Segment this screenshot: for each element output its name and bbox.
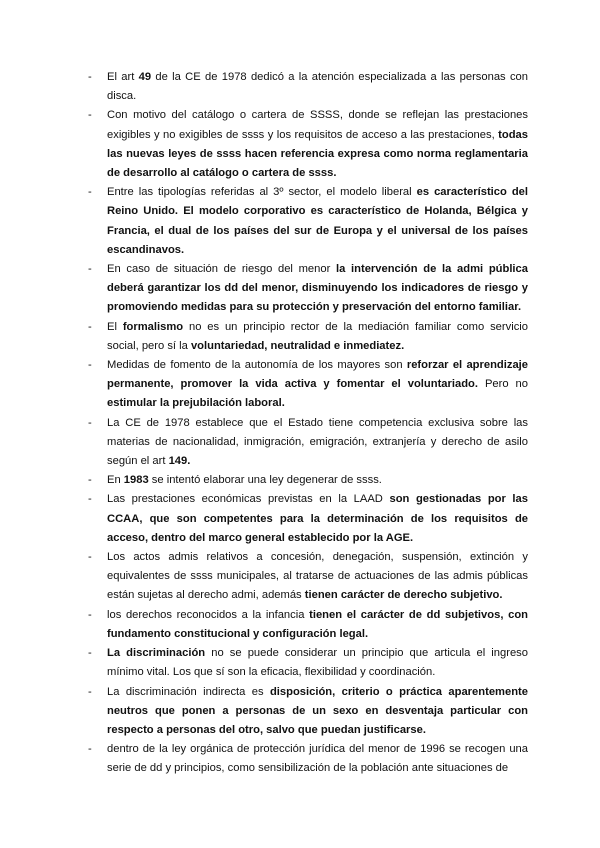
- bold-text: 49: [138, 71, 152, 83]
- bold-text: tienen el carácter de dd subjetivos, con fundamento constitucional y configuración legal.: [107, 608, 528, 640]
- list-item: [88, 606, 528, 644]
- list-item: [88, 548, 528, 606]
- body-text: dentro de la ley orgánica de protección jurídica del menor de 1996 se recogen una serie de dd y principios, como sensibilización de la población ante situaciones de: [107, 743, 528, 775]
- list-item: [88, 414, 528, 472]
- bullet-list: [88, 68, 528, 779]
- body-text: no se puede considerar un principio que articula el ingreso mínimo vital. Los que sí son la eficacia, flexibilidad y coordinación.: [107, 647, 528, 679]
- bold-text: estimular la prejubilación laboral.: [107, 397, 285, 410]
- bold-text: 1983: [123, 474, 149, 487]
- bold-text: tienen carácter de derecho subjetivo.: [304, 589, 503, 602]
- body-text: Pero no: [477, 378, 528, 391]
- bullet-dash: -: [88, 551, 92, 564]
- bold-text: voluntariedad, neutralidad e inmediatez.: [190, 339, 405, 352]
- body-text: Los actos admis relativos a concesión, denegación, suspensión, extinción y equivalentes de ssss municipales, al tratarse de actuaciones de las admis públicas están sujetas al derecho admi, además: [107, 551, 528, 602]
- bold-text: reforzar el aprendizaje permanente, promover la vida activa y fomentar el voluntariado.: [107, 359, 529, 391]
- bullet-dash: -: [88, 359, 92, 372]
- list-item: [88, 183, 528, 260]
- list-item: [88, 683, 528, 741]
- bullet-dash: -: [88, 493, 92, 506]
- bold-text: es característico del Reino Unido. El modelo corporativo es característico de Holanda, Bélgica y Francia, el dual de los países del sur de Europa y el universal de los países escandinavos.: [107, 186, 529, 256]
- bullet-dash: -: [88, 608, 92, 621]
- bold-text: 149.: [168, 455, 191, 468]
- bold-text: formalismo: [122, 320, 184, 333]
- list-item: [88, 106, 528, 183]
- list-item: [88, 644, 528, 682]
- body-text: se intentó elaborar una ley degenerar de ssss.: [148, 474, 382, 487]
- bullet-dash: -: [88, 474, 92, 487]
- body-text: El: [107, 320, 123, 333]
- body-text: Medidas de fomento de la autonomía de los mayores son: [107, 359, 407, 372]
- bold-text: la intervención de la admi pública deberá garantizar los dd del menor, disminuyendo los indicadores de riesgo y promoviendo medidas para su protección y preservación del entorno familiar.: [107, 263, 528, 314]
- list-item: [88, 68, 528, 106]
- list-item: [88, 490, 528, 548]
- body-text: La discriminación indirecta es: [107, 685, 270, 698]
- list-item: [88, 318, 528, 356]
- list-item: [88, 356, 528, 414]
- bullet-dash: -: [88, 647, 92, 660]
- body-text: En caso de situación de riesgo del menor: [107, 263, 337, 276]
- body-text: La CE de 1978 establece que el Estado tiene competencia exclusiva sobre las materias de nacionalidad, inmigración, emigración, extranjería y derecho de asilo según el art: [107, 416, 528, 468]
- bullet-dash: -: [88, 685, 92, 698]
- bullet-dash: -: [88, 263, 92, 276]
- list-item: [88, 471, 528, 490]
- body-text: Las prestaciones económicas previstas en la LAAD: [107, 493, 390, 506]
- bullet-dash: -: [88, 320, 92, 333]
- bullet-dash: -: [88, 71, 92, 83]
- body-text: Entre las tipologías referidas al 3º sector, el modelo liberal: [107, 186, 417, 199]
- bold-text: La discriminación: [107, 647, 206, 660]
- list-item: [88, 740, 528, 778]
- body-text: los derechos reconocidos a la infancia: [107, 608, 310, 621]
- bold-text: son gestionadas por las CCAA, que son competentes para la determinación de los requisitos de acceso, dentro del marco general establecido por la AGE.: [107, 493, 528, 544]
- list-item: [88, 260, 528, 318]
- bold-text: disposición, criterio o práctica aparentemente neutros que ponen a personas de un sexo en desventaja particular con respecto a personas del otro, salvo que puedan justificarse.: [107, 685, 528, 736]
- body-text: En: [107, 474, 124, 487]
- body-text: no es un principio rector de la mediación familiar como servicio social, pero sí la: [107, 320, 528, 352]
- bullet-dash: -: [88, 109, 92, 122]
- body-text: Con motivo del catálogo o cartera de SSSS, donde se reflejan las prestaciones exigibles y no exigibles de ssss y los requisitos de acceso a las prestaciones,: [107, 109, 528, 141]
- body-text: El art: [107, 71, 139, 83]
- body-text: de la CE de 1978 dedicó a la atención especializada a las personas con disca.: [107, 71, 528, 103]
- bullet-dash: -: [88, 743, 92, 756]
- bullet-dash: -: [88, 186, 92, 199]
- bullet-dash: -: [88, 416, 92, 429]
- bold-text: todas las nuevas leyes de ssss hacen referencia expresa como norma reglamentaria de desarrollo al catálogo o cartera de ssss.: [107, 128, 528, 180]
